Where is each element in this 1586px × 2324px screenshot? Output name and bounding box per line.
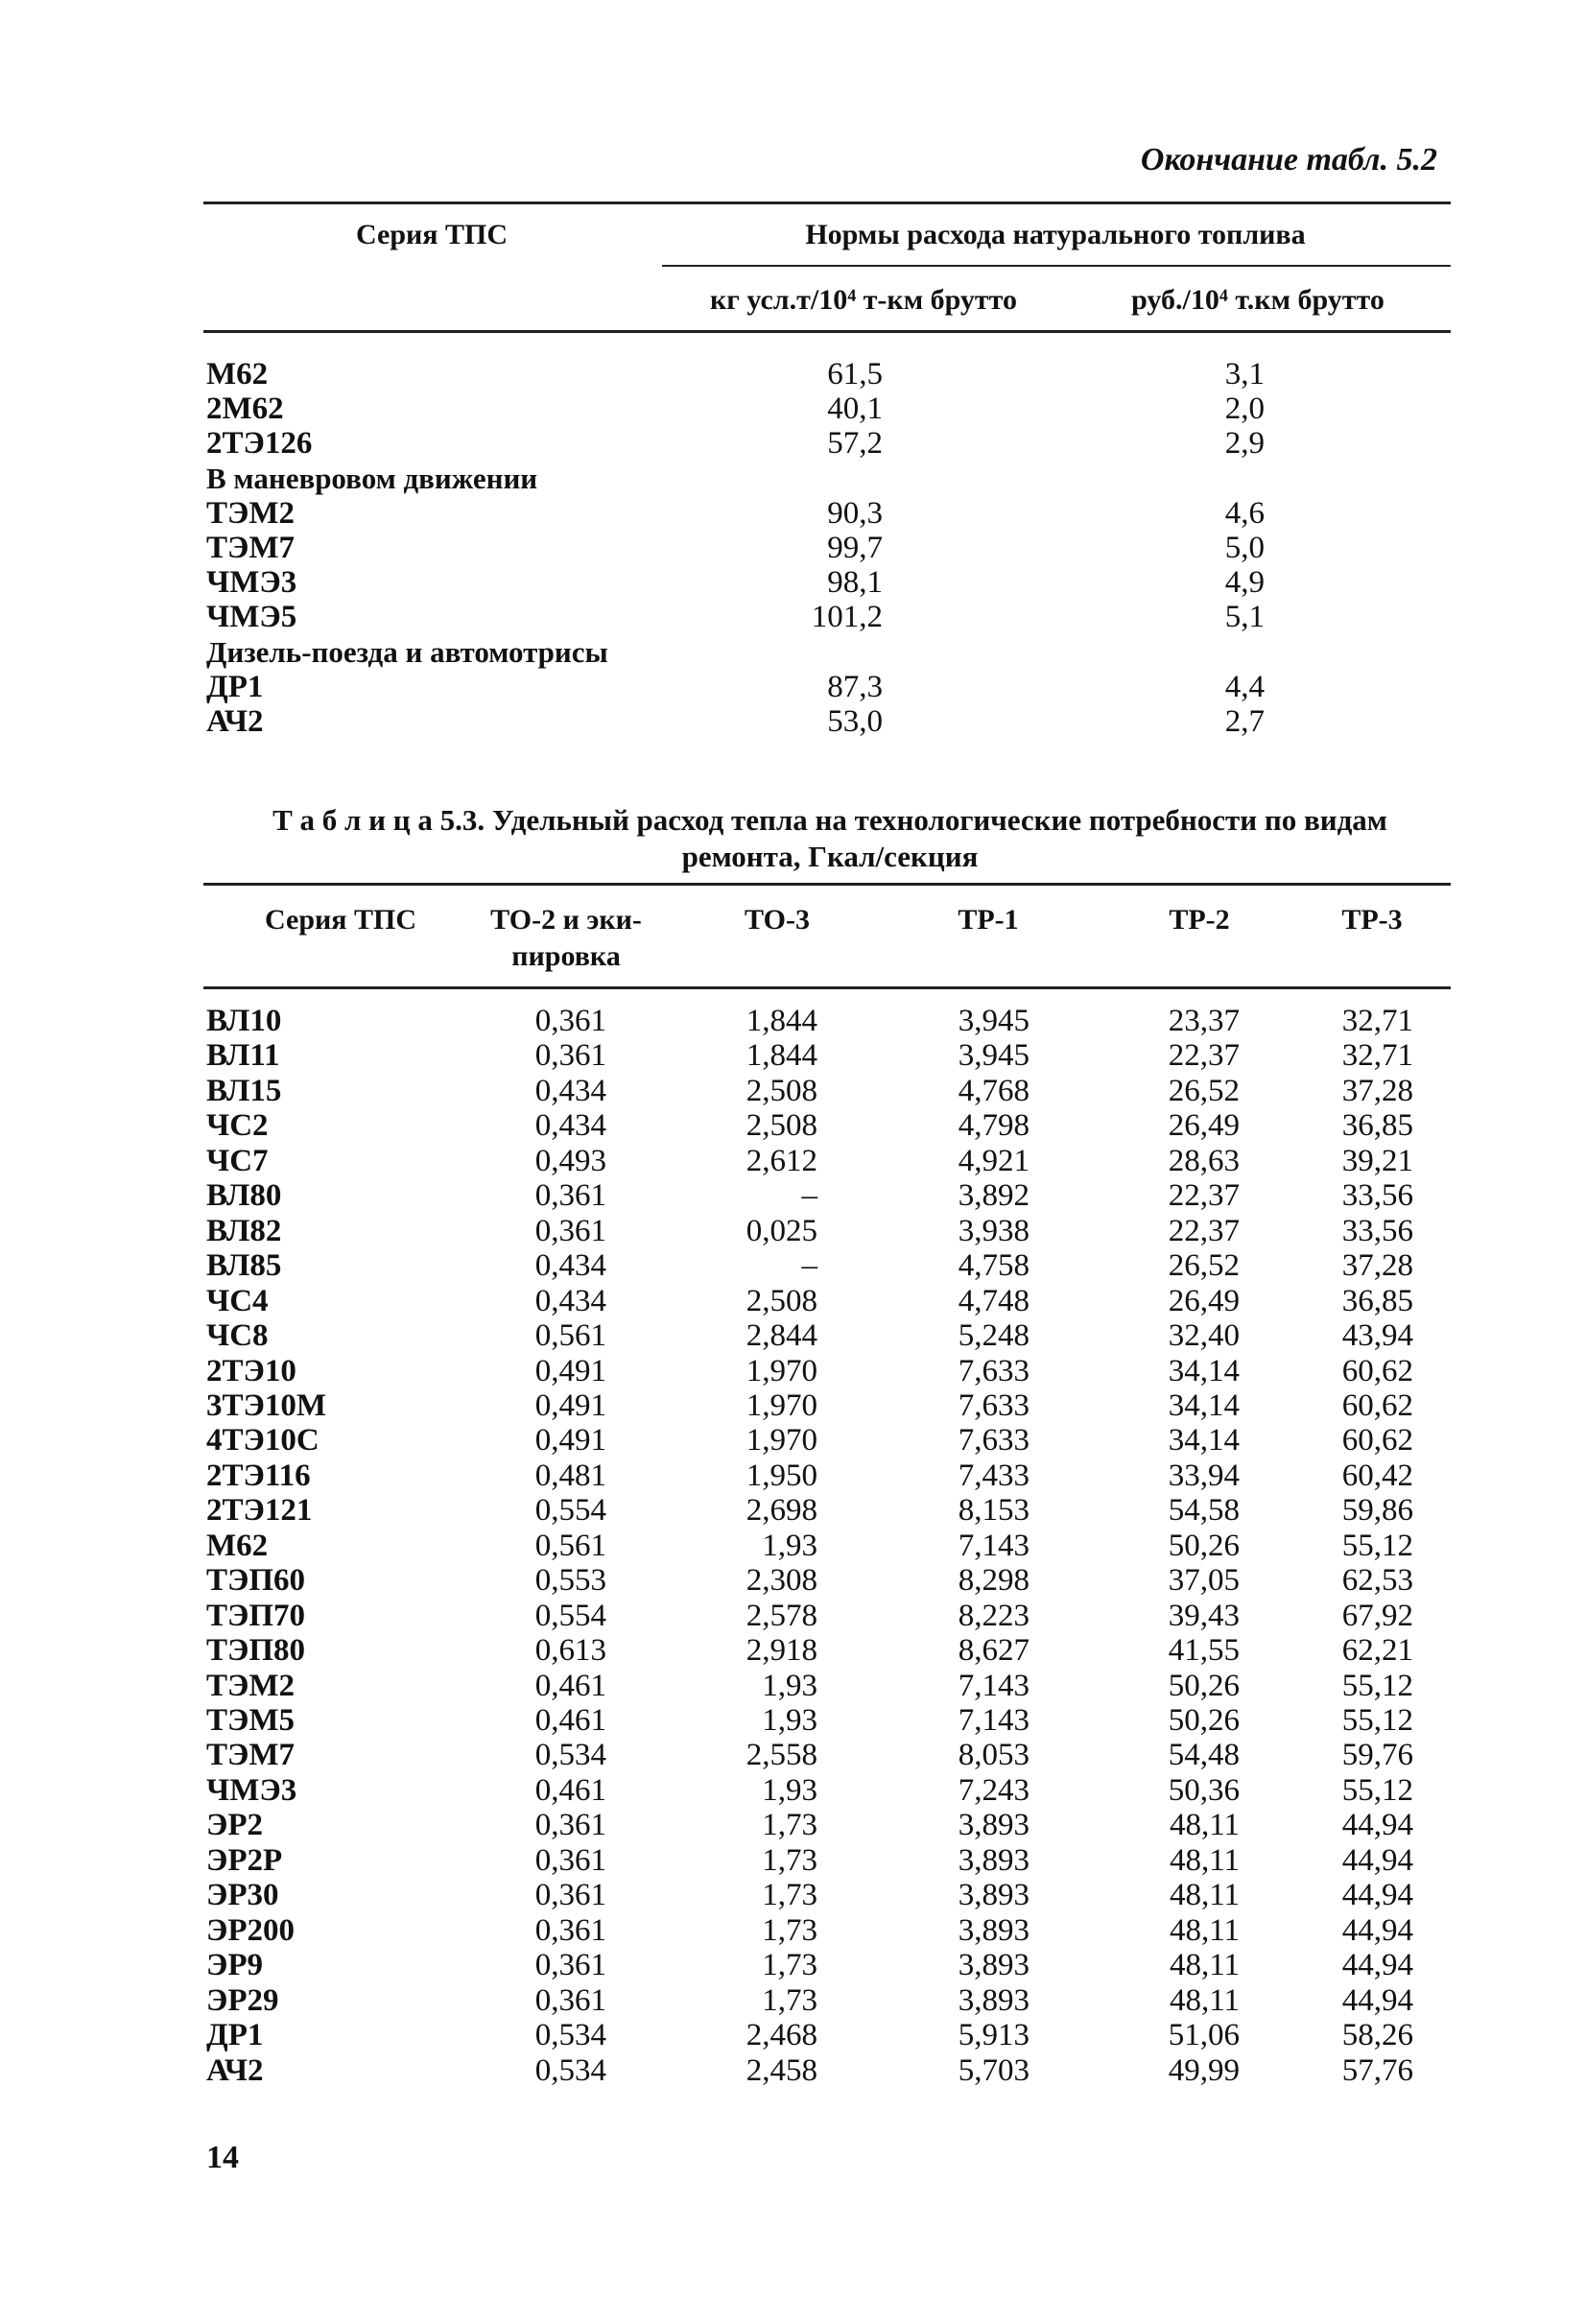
page-number: 14 [206, 2140, 239, 2175]
cell-to3: 2,508 [746, 1283, 817, 1318]
row-series-name: ВЛ15 [206, 1073, 282, 1108]
cell-tr3: 55,12 [1341, 1703, 1413, 1738]
cell-to3: 1,970 [746, 1387, 817, 1423]
cell-to2: 0,361 [534, 1178, 606, 1214]
row-series-name: ТЭМ7 [206, 1738, 296, 1773]
row-series-name: ЭР9 [206, 1948, 264, 1983]
cell-tr1: 3,892 [958, 1178, 1030, 1214]
header-to2-line2: пировка [511, 940, 621, 972]
cell-tr2: 54,48 [1168, 1738, 1240, 1773]
cell-to3: 1,844 [746, 1004, 817, 1038]
cell-tr1: 3,945 [958, 1004, 1030, 1038]
header-bottom-rule [203, 986, 1451, 989]
section-heading: В маневровом движении [206, 461, 538, 495]
cell-tr1: 8,153 [958, 1493, 1030, 1529]
row-series-name: ЧМЭ3 [206, 1772, 297, 1808]
row-series-name: ЭР200 [206, 1912, 296, 1948]
row-series-name: ЧС2 [206, 1108, 269, 1144]
row-series-name: 3ТЭ10М [206, 1387, 327, 1423]
row-series-name: ВЛ10 [206, 1004, 282, 1038]
cell-to2: 0,361 [534, 1004, 606, 1038]
cell-tr1: 3,945 [958, 1038, 1030, 1074]
row-series-name: АЧ2 [206, 2052, 264, 2088]
header-series: Серия ТПС [264, 904, 417, 936]
cell-tr1: 7,143 [958, 1528, 1030, 1563]
cell-to2: 0,361 [534, 1213, 606, 1248]
cell-tr3: 60,62 [1341, 1353, 1413, 1388]
cell-rub: 2,9 [1224, 426, 1265, 462]
cell-to3: 1,73 [762, 1842, 817, 1878]
cell-to3: 2,558 [746, 1738, 817, 1773]
cell-kg: 98,1 [827, 565, 883, 601]
cell-tr3: 59,76 [1341, 1738, 1413, 1773]
cell-to3: – [801, 1178, 817, 1214]
cell-to2: 0,361 [534, 1842, 606, 1878]
cell-tr2: 41,55 [1168, 1633, 1240, 1669]
cell-tr3: 60,42 [1341, 1458, 1413, 1493]
cell-tr2: 51,06 [1168, 2018, 1240, 2053]
cell-tr1: 3,893 [958, 1948, 1030, 1983]
header-rub: руб./10⁴ т.км брутто [1131, 284, 1385, 316]
cell-tr2: 34,14 [1168, 1387, 1240, 1423]
row-series-name: ЭР2 [206, 1808, 264, 1843]
cell-to2: 0,491 [534, 1387, 606, 1423]
row-series-name: ТЭП60 [206, 1563, 306, 1599]
cell-tr3: 44,94 [1341, 1948, 1413, 1983]
cell-to3: 2,918 [746, 1633, 817, 1669]
cell-to2: 0,461 [534, 1703, 606, 1738]
row-series-name: 2ТЭ126 [206, 426, 313, 462]
cell-tr3: 43,94 [1341, 1318, 1413, 1354]
cell-tr1: 3,893 [958, 1842, 1030, 1878]
cell-to2: 0,554 [534, 1598, 606, 1633]
cell-tr3: 33,56 [1341, 1178, 1413, 1214]
cell-to3: 1,844 [746, 1038, 817, 1074]
cell-tr1: 7,243 [958, 1772, 1030, 1808]
cell-tr3: 36,85 [1341, 1108, 1413, 1144]
row-series-name: 2ТЭ116 [206, 1458, 311, 1493]
cell-tr2: 48,11 [1169, 1878, 1240, 1913]
cell-tr2: 48,11 [1169, 1842, 1240, 1878]
cell-tr1: 7,143 [958, 1668, 1030, 1703]
cell-to2: 0,613 [534, 1633, 606, 1669]
cell-to2: 0,491 [534, 1353, 606, 1388]
cell-tr1: 8,053 [958, 1738, 1030, 1773]
row-series-name: ТЭМ5 [206, 1703, 296, 1738]
cell-tr2: 39,43 [1168, 1598, 1240, 1633]
cell-tr2: 22,37 [1168, 1213, 1240, 1248]
row-series-name: ЭР2Р [206, 1842, 283, 1878]
row-series-name: ЧС7 [206, 1143, 269, 1178]
cell-to2: 0,434 [534, 1108, 606, 1144]
cell-to2: 0,493 [534, 1143, 606, 1178]
cell-kg: 90,3 [827, 495, 883, 531]
cell-tr1: 4,768 [958, 1073, 1030, 1108]
row-series-name: ВЛ80 [206, 1178, 282, 1214]
cell-tr3: 62,21 [1341, 1633, 1413, 1669]
header-tr2: ТР-2 [1169, 904, 1230, 936]
row-series-name: ТЭП80 [206, 1633, 306, 1669]
cell-tr2: 26,52 [1168, 1248, 1240, 1284]
row-series-name: ВЛ11 [206, 1038, 280, 1074]
cell-tr1: 7,433 [958, 1458, 1030, 1493]
cell-tr2: 33,94 [1168, 1458, 1240, 1493]
cell-tr1: 5,913 [958, 2018, 1030, 2053]
cell-tr2: 48,11 [1169, 1912, 1240, 1948]
cell-tr3: 39,21 [1341, 1143, 1413, 1178]
cell-tr2: 26,52 [1168, 1073, 1240, 1108]
cell-to2: 0,554 [534, 1493, 606, 1529]
row-series-name: ЧС4 [206, 1283, 269, 1318]
cell-tr3: 60,62 [1341, 1387, 1413, 1423]
cell-to2: 0,561 [534, 1318, 606, 1354]
cell-tr3: 59,86 [1341, 1493, 1413, 1529]
cell-rub: 5,0 [1224, 531, 1265, 565]
cell-to3: 1,93 [762, 1772, 817, 1808]
row-series-name: ЧС8 [206, 1318, 269, 1354]
cell-tr1: 8,627 [958, 1633, 1030, 1669]
cell-tr2: 28,63 [1168, 1143, 1240, 1178]
cell-kg: 53,0 [827, 704, 883, 739]
cell-to2: 0,461 [534, 1668, 606, 1703]
cell-to3: 1,93 [762, 1668, 817, 1703]
cell-tr3: 44,94 [1341, 1982, 1413, 2018]
cell-to3: 1,970 [746, 1353, 817, 1388]
cell-tr1: 5,703 [958, 2052, 1030, 2088]
cell-tr3: 37,28 [1341, 1073, 1413, 1108]
cell-tr1: 7,143 [958, 1703, 1030, 1738]
cell-to2: 0,461 [534, 1772, 606, 1808]
cell-tr1: 3,938 [958, 1213, 1030, 1248]
row-series-name: ТЭП70 [206, 1598, 306, 1633]
cell-tr3: 67,92 [1341, 1598, 1413, 1633]
cell-to3: 1,73 [762, 1912, 817, 1948]
cell-tr3: 32,71 [1341, 1038, 1413, 1074]
cell-tr3: 36,85 [1341, 1283, 1413, 1318]
header-fuel-group: Нормы расхода натурального топлива [805, 219, 1306, 250]
cell-to3: 2,308 [746, 1563, 817, 1599]
cell-to3: – [801, 1248, 817, 1284]
cell-rub: 2,0 [1224, 391, 1265, 427]
cell-to3: 2,578 [746, 1598, 817, 1633]
cell-to2: 0,361 [534, 1878, 606, 1913]
table-caption-line1: Т а б л и ц а 5.3. Удельный расход тепла на технологические потребности по видам [272, 803, 1387, 837]
cell-to3: 1,950 [746, 1458, 817, 1493]
cell-to2: 0,534 [534, 2052, 606, 2088]
cell-kg: 99,7 [827, 531, 883, 565]
cell-rub: 3,1 [1224, 357, 1265, 391]
cell-rub: 5,1 [1224, 600, 1265, 635]
cell-tr1: 3,893 [958, 1912, 1030, 1948]
row-series-name: ДР1 [206, 2018, 264, 2053]
cell-tr1: 7,633 [958, 1423, 1030, 1458]
cell-tr3: 55,12 [1341, 1772, 1413, 1808]
row-series-name: ЭР30 [206, 1878, 279, 1913]
cell-to2: 0,434 [534, 1283, 606, 1318]
section-heading: Дизель-поезда и автомотрисы [206, 634, 608, 669]
cell-tr2: 23,37 [1168, 1004, 1240, 1038]
cell-to2: 0,361 [534, 1808, 606, 1843]
cell-tr1: 3,893 [958, 1808, 1030, 1843]
header-series: Серия ТПС [355, 219, 509, 250]
cell-to3: 2,844 [746, 1318, 817, 1354]
cell-to2: 0,361 [534, 1982, 606, 2018]
row-series-name: ЭР29 [206, 1982, 279, 2018]
cell-to2: 0,361 [534, 1038, 606, 1074]
cell-tr2: 34,14 [1168, 1353, 1240, 1388]
header-tr1: ТР-1 [958, 904, 1019, 936]
cell-to3: 0,025 [746, 1213, 817, 1248]
cell-tr2: 49,99 [1168, 2052, 1240, 2088]
cell-rub: 4,4 [1224, 669, 1265, 704]
cell-to2: 0,434 [534, 1073, 606, 1108]
cell-tr1: 7,633 [958, 1353, 1030, 1388]
row-series-name: АЧ2 [206, 704, 264, 739]
cell-tr1: 3,893 [958, 1982, 1030, 2018]
row-series-name: ВЛ85 [206, 1248, 282, 1284]
cell-tr2: 32,40 [1168, 1318, 1240, 1354]
row-series-name: 4ТЭ10С [206, 1423, 320, 1458]
header-to3: ТО-3 [745, 904, 810, 936]
cell-tr3: 57,76 [1341, 2052, 1413, 2088]
cell-tr2: 50,36 [1168, 1772, 1240, 1808]
row-series-name: М62 [206, 1528, 269, 1563]
row-series-name: 2М62 [206, 391, 284, 427]
cell-tr2: 50,26 [1168, 1703, 1240, 1738]
cell-to3: 2,612 [746, 1143, 817, 1178]
cell-rub: 2,7 [1224, 704, 1265, 739]
cell-tr1: 8,223 [958, 1598, 1030, 1633]
cell-to2: 0,561 [534, 1528, 606, 1563]
cell-kg: 87,3 [827, 669, 883, 704]
cell-tr3: 62,53 [1341, 1563, 1413, 1599]
cell-tr3: 33,56 [1341, 1213, 1413, 1248]
cell-tr2: 54,58 [1168, 1493, 1240, 1529]
cell-tr2: 50,26 [1168, 1668, 1240, 1703]
row-series-name: ДР1 [206, 669, 264, 704]
cell-tr2: 26,49 [1168, 1108, 1240, 1144]
cell-tr3: 55,12 [1341, 1528, 1413, 1563]
cell-tr1: 4,748 [958, 1283, 1030, 1318]
cell-tr3: 60,62 [1341, 1423, 1413, 1458]
cell-tr2: 37,05 [1168, 1563, 1240, 1599]
cell-tr1: 4,798 [958, 1108, 1030, 1144]
cell-tr3: 44,94 [1341, 1912, 1413, 1948]
cell-to3: 1,73 [762, 1982, 817, 2018]
cell-tr2: 48,11 [1169, 1808, 1240, 1843]
cell-to3: 1,73 [762, 1948, 817, 1983]
cell-to2: 0,434 [534, 1248, 606, 1284]
cell-tr1: 3,893 [958, 1878, 1030, 1913]
cell-tr1: 7,633 [958, 1387, 1030, 1423]
cell-to3: 1,93 [762, 1703, 817, 1738]
cell-to3: 2,458 [746, 2052, 817, 2088]
cell-to2: 0,491 [534, 1423, 606, 1458]
cell-kg: 40,1 [827, 391, 883, 427]
cell-to2: 0,534 [534, 1738, 606, 1773]
cell-tr3: 37,28 [1341, 1248, 1413, 1284]
row-series-name: М62 [206, 357, 269, 391]
cell-kg: 57,2 [827, 426, 883, 462]
cell-tr2: 50,26 [1168, 1528, 1240, 1563]
cell-to3: 1,93 [762, 1528, 817, 1563]
cell-to3: 1,970 [746, 1423, 817, 1458]
cell-tr1: 4,921 [958, 1143, 1030, 1178]
cell-rub: 4,6 [1224, 495, 1265, 531]
cell-to2: 0,361 [534, 1948, 606, 1983]
cell-tr2: 48,11 [1169, 1982, 1240, 2018]
header-subrule [662, 265, 1451, 267]
cell-to3: 1,73 [762, 1878, 817, 1913]
header-tr3: ТР-3 [1341, 904, 1403, 936]
cell-to3: 1,73 [762, 1808, 817, 1843]
cell-to3: 2,508 [746, 1108, 817, 1144]
cell-tr2: 48,11 [1169, 1948, 1240, 1983]
row-series-name: ТЭМ2 [206, 495, 296, 531]
row-series-name: ТЭМ7 [206, 531, 296, 565]
table-caption-line2: ремонта, Гкал/секция [681, 840, 979, 873]
row-series-name: ТЭМ2 [206, 1668, 296, 1703]
cell-tr3: 44,94 [1341, 1808, 1413, 1843]
cell-tr3: 58,26 [1341, 2018, 1413, 2053]
row-series-name: 2ТЭ121 [206, 1493, 313, 1529]
cell-to2: 0,534 [534, 2018, 606, 2053]
cell-tr3: 44,94 [1341, 1842, 1413, 1878]
cell-tr3: 55,12 [1341, 1668, 1413, 1703]
header-bottom-rule [203, 330, 1451, 333]
cell-to3: 2,508 [746, 1073, 817, 1108]
table-top-rule [203, 883, 1451, 886]
cell-tr3: 32,71 [1341, 1004, 1413, 1038]
header-to2-line1: ТО-2 и эки- [490, 904, 642, 936]
row-series-name: 2ТЭ10 [206, 1353, 296, 1388]
cell-to3: 2,698 [746, 1493, 817, 1529]
continuation-note: Окончание табл. 5.2 [1140, 142, 1437, 178]
header-kg: кг усл.т/10⁴ т-км брутто [709, 284, 1017, 316]
cell-tr2: 22,37 [1168, 1038, 1240, 1074]
cell-tr2: 34,14 [1168, 1423, 1240, 1458]
table-top-rule [203, 202, 1451, 204]
cell-kg: 101,2 [811, 600, 883, 635]
cell-to3: 2,468 [746, 2018, 817, 2053]
cell-to2: 0,553 [534, 1563, 606, 1599]
cell-to2: 0,361 [534, 1912, 606, 1948]
row-series-name: ЧМЭ5 [206, 600, 297, 635]
cell-tr2: 22,37 [1168, 1178, 1240, 1214]
row-series-name: ЧМЭ3 [206, 565, 297, 601]
cell-kg: 61,5 [827, 357, 883, 391]
cell-tr1: 8,298 [958, 1563, 1030, 1599]
cell-tr3: 44,94 [1341, 1878, 1413, 1913]
cell-to2: 0,481 [534, 1458, 606, 1493]
row-series-name: ВЛ82 [206, 1213, 282, 1248]
cell-rub: 4,9 [1224, 565, 1265, 601]
cell-tr2: 26,49 [1168, 1283, 1240, 1318]
cell-tr1: 4,758 [958, 1248, 1030, 1284]
cell-tr1: 5,248 [958, 1318, 1030, 1354]
